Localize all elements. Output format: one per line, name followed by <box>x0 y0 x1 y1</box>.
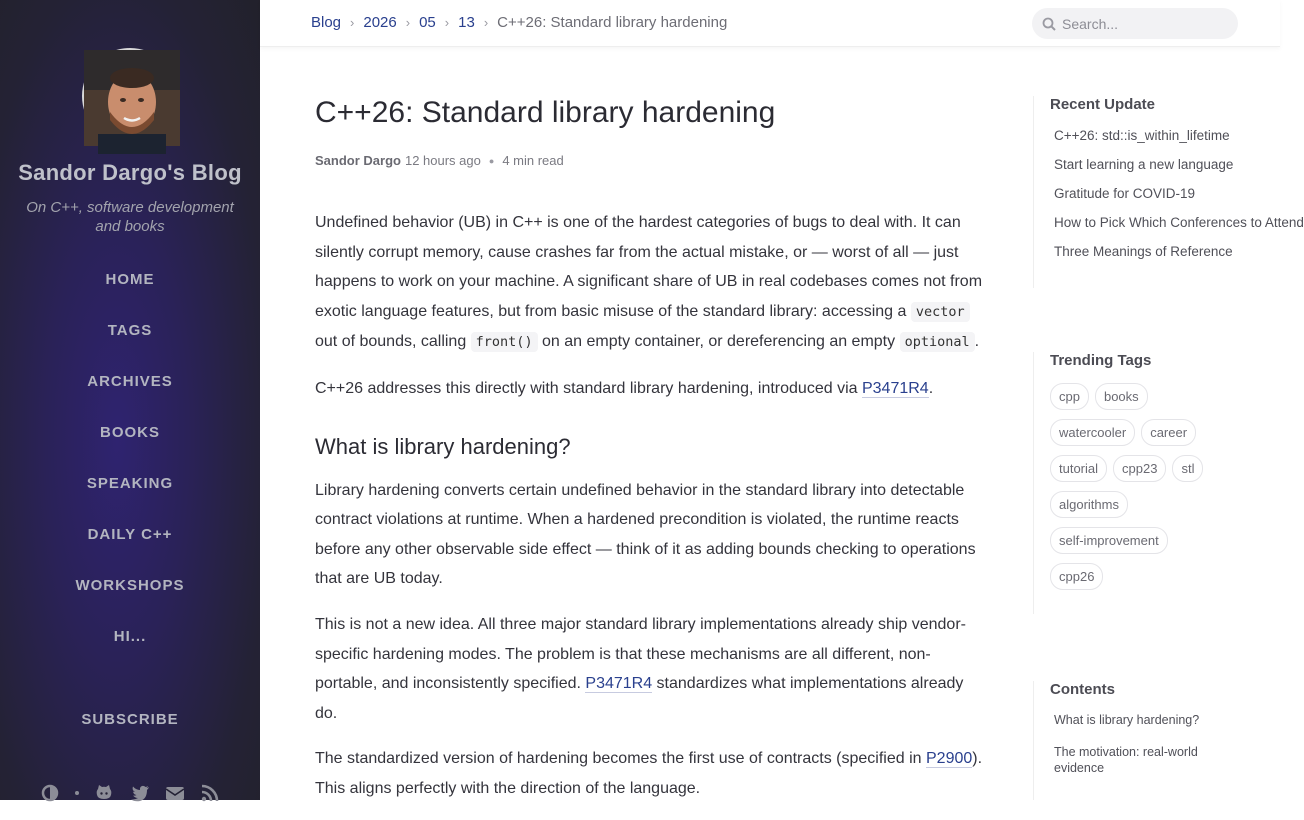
paragraph <box>315 744 990 803</box>
text: on an empty container, or dereferencing an empty <box>537 333 900 351</box>
breadcrumb-separator: › <box>483 15 489 30</box>
recent-updates-panel <box>1033 96 1304 288</box>
tag-cpp26[interactable]: cpp26 <box>1050 563 1103 590</box>
theme-toggle-icon[interactable] <box>40 783 60 803</box>
text: out of bounds, calling <box>315 333 471 351</box>
tag-stl[interactable]: stl <box>1172 455 1203 482</box>
toc-item[interactable]: What is library hardening? <box>1054 713 1200 727</box>
inline-code: front() <box>471 332 538 352</box>
paper-link-p3471r4[interactable]: P3471R4 <box>861 379 929 397</box>
sidebar <box>0 0 260 800</box>
text: C++26 addresses this directly with standard library hardening, introduced via <box>315 379 862 397</box>
text: standardizes what implementations already do. <box>315 675 964 722</box>
recent-update-item[interactable]: Gratitude for COVID-19 <box>1054 186 1196 201</box>
paper-link-p3471r4[interactable]: P3471R4 <box>585 675 653 693</box>
paragraph <box>315 374 990 404</box>
tag-watercooler[interactable]: watercooler <box>1050 419 1135 446</box>
tag-algorithms[interactable]: algorithms <box>1050 491 1128 518</box>
site-title[interactable]: Sandor Dargo's Blog <box>18 160 242 185</box>
post-meta <box>315 153 990 168</box>
nav-item-home[interactable]: HOME <box>105 271 155 288</box>
nav-item-archives[interactable]: ARCHIVES <box>87 373 173 390</box>
breadcrumb-day[interactable]: 13 <box>458 14 475 31</box>
tag-self-improvement[interactable]: self-improvement <box>1050 527 1168 554</box>
topbar <box>260 0 1280 47</box>
breadcrumb-current: C++26: Standard library hardening <box>497 14 728 31</box>
paragraph <box>315 610 990 728</box>
avatar-photo <box>84 50 180 146</box>
email-icon[interactable] <box>165 783 185 803</box>
paper-link-p2900[interactable]: P2900 <box>926 750 973 768</box>
recent-updates-title: Recent Update <box>1050 96 1156 113</box>
text: This is not a new idea. All three major standard library implementations already ship vendor-specific hardening modes. The problem is that these mechanisms are all different, non-portable, and inconsistently specified. <box>315 615 966 693</box>
site-subtitle: On C++, software development and books <box>26 199 234 235</box>
breadcrumb-year[interactable]: 2026 <box>363 14 397 31</box>
tag-tutorial[interactable]: tutorial <box>1050 455 1107 482</box>
github-icon[interactable] <box>94 783 114 803</box>
recent-update-item[interactable]: C++26: std::is_within_lifetime <box>1054 128 1230 143</box>
breadcrumb-separator: › <box>444 15 450 30</box>
trending-tags-title: Trending Tags <box>1050 352 1152 369</box>
tag-books[interactable]: books <box>1095 383 1148 410</box>
recent-update-item[interactable]: Three Meanings of Reference <box>1054 244 1233 259</box>
sidebar-nav <box>0 262 260 670</box>
tag-list <box>1050 383 1230 599</box>
inline-code: optional <box>900 332 975 352</box>
tag-cpp23[interactable]: cpp23 <box>1113 455 1166 482</box>
toc-panel <box>1033 681 1263 800</box>
separator-dot <box>75 791 79 795</box>
subscribe-link[interactable]: SUBSCRIBE <box>81 711 179 728</box>
nav-item-workshops[interactable]: WORKSHOPS <box>75 577 185 594</box>
paragraph <box>315 208 990 358</box>
avatar[interactable] <box>82 48 178 144</box>
post-read-time: 4 min read <box>502 153 564 168</box>
twitter-icon[interactable] <box>130 783 150 803</box>
tag-cpp[interactable]: cpp <box>1050 383 1089 410</box>
breadcrumb <box>311 14 727 31</box>
post-author[interactable]: Sandor Dargo <box>315 153 401 168</box>
nav-item-daily-cpp[interactable]: DAILY C++ <box>87 526 173 543</box>
post-time: 12 hours ago <box>404 153 481 168</box>
rss-icon[interactable] <box>200 783 220 803</box>
meta-separator: ● <box>488 155 495 166</box>
sidebar-bottom-icons <box>40 782 220 804</box>
breadcrumb-separator: › <box>350 15 355 30</box>
text: Undefined behavior (UB) in C++ is one of the hardest categories of bugs to deal with. It can silently corrupt memory, cause crashes far from the actual mistake, or — worst of all — just happens to work on your machine. A significant share of UB in real codebases comes not from exotic language features, but from basic misuse of the standard library: accessing a <box>315 214 983 320</box>
paragraph: Library hardening converts certain undefined behavior in the standard library into detectable contract violations at runtime. When a hardened precondition is violated, the runtime reacts before any other observable side effect — think of it as adding bounds checking to operations that are UB today. <box>315 481 976 588</box>
breadcrumb-month[interactable]: 05 <box>419 14 436 31</box>
search-box[interactable] <box>1032 8 1238 39</box>
text: . <box>928 379 934 397</box>
toc-title: Contents <box>1050 681 1115 698</box>
inline-code: vector <box>911 302 970 322</box>
trending-tags-panel <box>1033 352 1263 614</box>
post-article <box>315 95 990 820</box>
section-heading: What is library hardening? <box>315 433 571 459</box>
text: The standardized version of hardening becomes the first use of contracts (specified in <box>315 750 926 768</box>
breadcrumb-blog[interactable]: Blog <box>311 14 342 31</box>
search-input[interactable] <box>1062 16 1222 32</box>
breadcrumb-separator: › <box>405 15 411 30</box>
tag-career[interactable]: career <box>1141 419 1196 446</box>
recent-update-item[interactable]: Start learning a new language <box>1054 157 1234 172</box>
nav-item-books[interactable]: BOOKS <box>99 424 160 441</box>
post-content <box>315 208 990 804</box>
nav-item-tags[interactable]: TAGS <box>107 322 153 339</box>
text: . <box>974 333 980 351</box>
text: ). This aligns perfectly with the direction of the language. <box>315 750 983 797</box>
toc-item[interactable]: The motivation: real-world evidence <box>1054 745 1198 775</box>
nav-item-speaking[interactable]: SPEAKING <box>86 475 174 492</box>
nav-item-hi[interactable]: HI... <box>113 628 147 645</box>
search-icon <box>1042 17 1056 31</box>
post-title: C++26: Standard library hardening <box>315 96 776 129</box>
recent-update-item[interactable]: How to Pick Which Conferences to Attend <box>1054 215 1304 230</box>
